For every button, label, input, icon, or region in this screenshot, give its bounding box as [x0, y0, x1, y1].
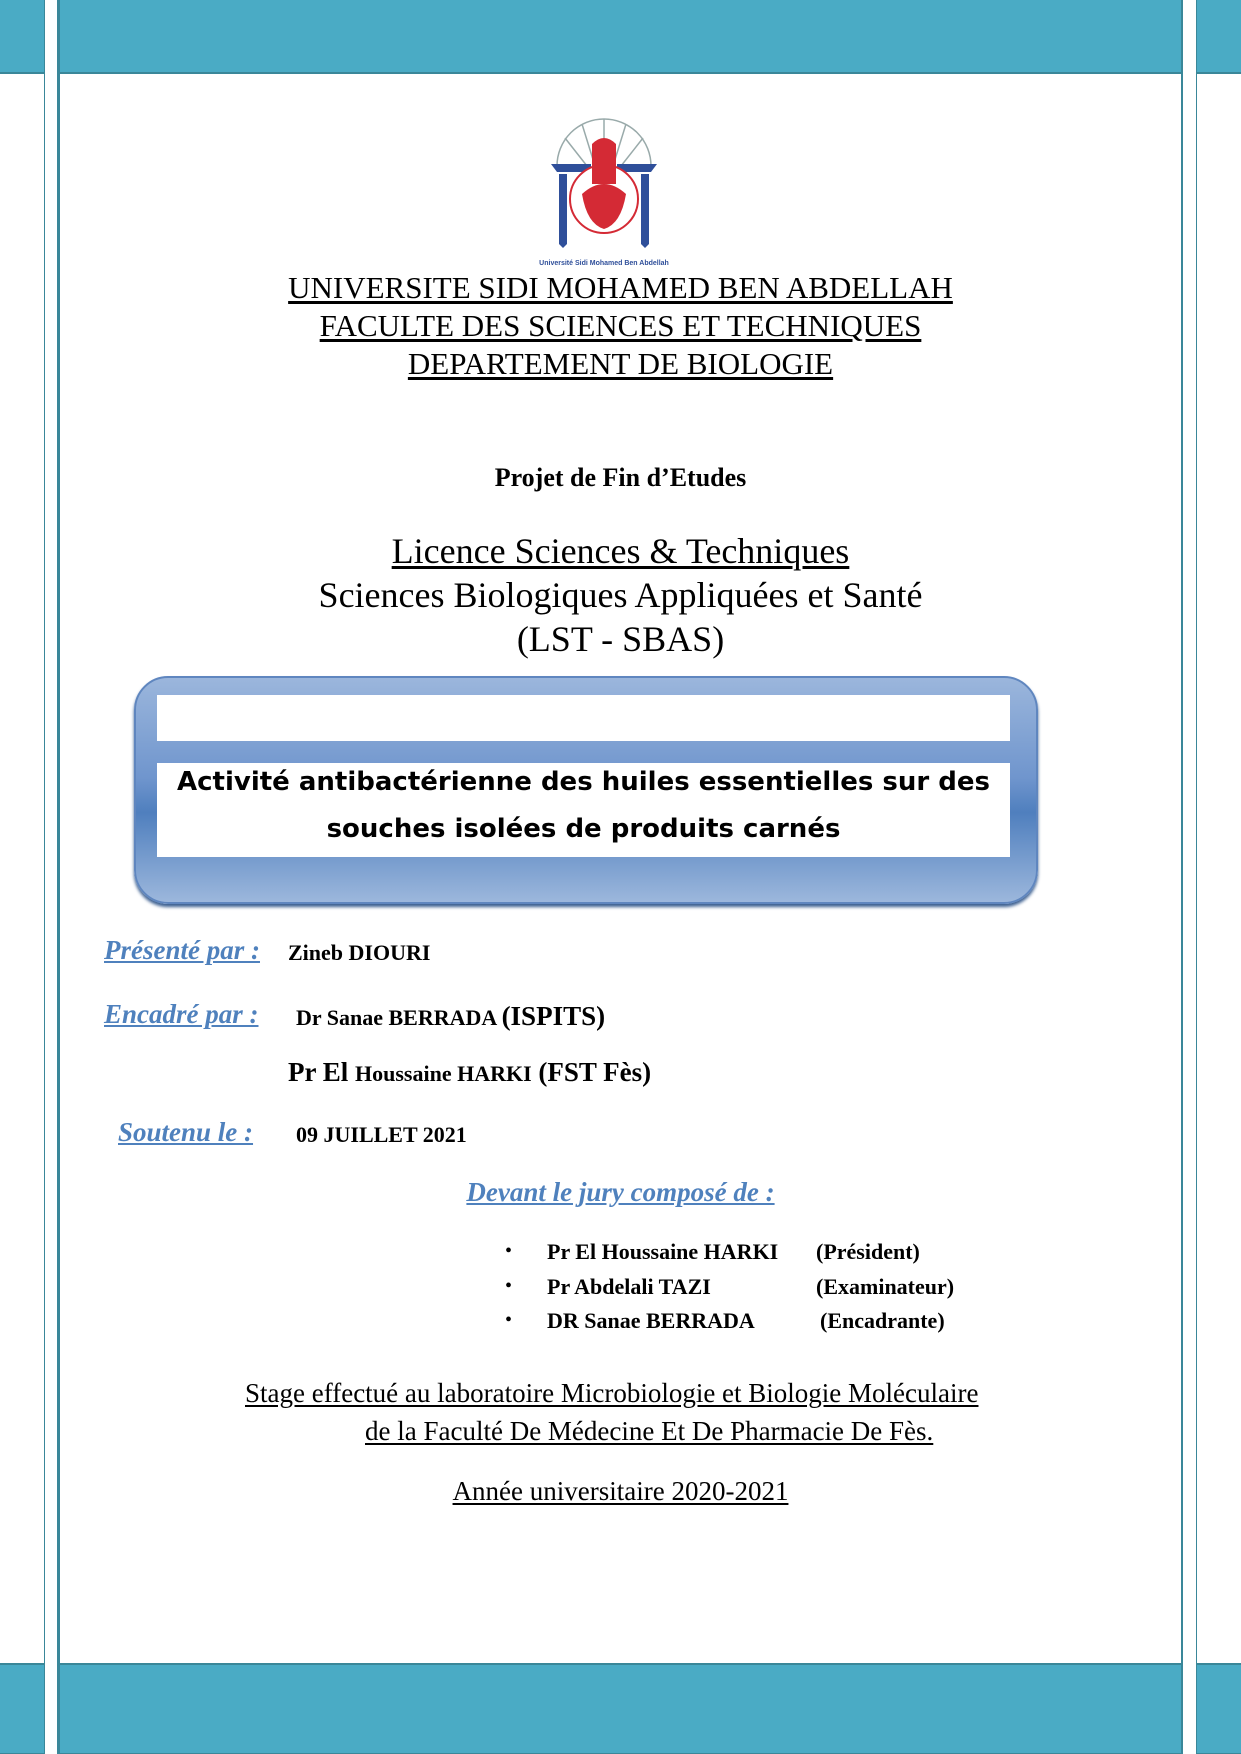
faculty-name: FACULTE DES SCIENCES ET TECHNIQUES — [319, 308, 922, 343]
program: Sciences Biologiques Appliquées et Santé — [318, 575, 923, 615]
university-name: UNIVERSITE SIDI MOHAMED BEN ABDELLAH — [288, 270, 953, 305]
university-logo — [537, 104, 671, 270]
supervisor-2-name: Houssaine HARKI — [355, 1061, 532, 1086]
jury-label: Devant le jury composé de : — [466, 1177, 775, 1207]
academic-year: Année universitaire 2020-2021 — [452, 1476, 789, 1506]
supervisor-2-affiliation: (FST Fès) — [538, 1057, 652, 1087]
presented-value: Zineb DIOURI — [288, 940, 431, 965]
supervisor-2-title: Pr El — [288, 1057, 349, 1087]
bottom-band — [59, 1663, 1182, 1754]
internship-line-1: Stage effectué au laboratoire Microbiologie et Biologie Moléculaire — [245, 1378, 979, 1408]
bullet-icon: • — [505, 1275, 513, 1297]
presented-label: Présenté par : — [104, 935, 260, 965]
bullet-icon: • — [505, 1240, 513, 1262]
thesis-title-line2: souches isolées de produits carnés — [326, 814, 841, 844]
jury-member-1: Pr El Houssaine HARKI — [547, 1239, 779, 1264]
jury-member-3: DR Sanae BERRADA — [547, 1308, 755, 1333]
department-name: DEPARTEMENT DE BIOLOGIE — [407, 346, 834, 381]
supervised-label: Encadré par : — [104, 999, 259, 1029]
program-abbr: (LST - SBAS) — [516, 619, 725, 659]
jury-role-2: (Examinateur) — [816, 1274, 955, 1299]
internship-line-2: de la Faculté De Médecine Et De Pharmacie De Fès. — [365, 1416, 934, 1446]
bullet-icon: • — [505, 1309, 513, 1331]
degree: Licence Sciences & Techniques — [391, 531, 850, 571]
bottom-band-left — [0, 1663, 44, 1754]
project-type: Projet de Fin d’Etudes — [494, 463, 747, 492]
title-box-top-panel — [157, 695, 1010, 741]
defended-value: 09 JUILLET 2021 — [296, 1122, 467, 1147]
supervisor-1-affiliation: (ISPITS) — [501, 1001, 606, 1031]
top-band-right — [1196, 0, 1241, 74]
jury-role-1: (Président) — [816, 1239, 920, 1264]
supervisor-1-name: Dr Sanae BERRADA — [296, 1005, 497, 1030]
jury-member-2: Pr Abdelali TAZI — [547, 1274, 711, 1299]
top-band — [59, 0, 1182, 74]
supervisor-1 — [296, 1001, 605, 1032]
top-band-left — [0, 0, 44, 74]
supervisor-2 — [288, 1057, 651, 1088]
thesis-title-line1: Activité antibactérienne des huiles essentielles sur des — [177, 767, 990, 797]
logo-caption: Université Sidi Mohamed Ben Abdellah — [539, 260, 669, 267]
jury-role-3: (Encadrante) — [820, 1308, 945, 1333]
bottom-band-right — [1196, 1663, 1241, 1754]
defended-label: Soutenu le : — [118, 1117, 254, 1147]
